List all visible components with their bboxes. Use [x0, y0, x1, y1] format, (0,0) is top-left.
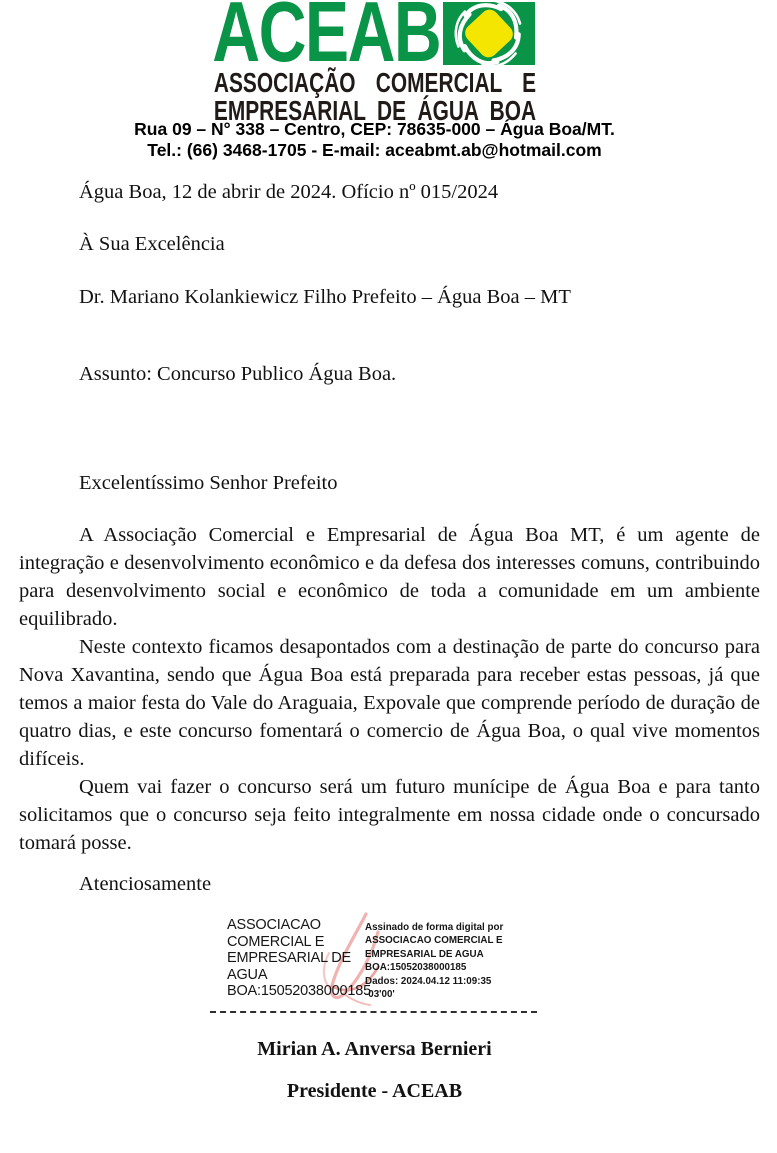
digital-signature-certificate [227, 917, 371, 1000]
signer-name: Mirian A. Anversa Bernieri [257, 1038, 492, 1060]
certificate-name-line: AGUA [227, 966, 268, 983]
stamp-line: BOA:15052038000185 [365, 962, 467, 974]
letter-paragraph: Quem vai fazer o concurso será um futuro munícipe de Água Boa e para tanto solicitamos que o concurso seja feito integralmente em nossa cidade onde o concursado tomará posse. [19, 776, 760, 854]
aceab-logo-text: ACEAB [212, 0, 440, 80]
closing-line: Atenciosamente [79, 873, 212, 895]
stamp-line: ASSOCIACAO COMERCIAL E [365, 935, 503, 947]
date-office-line: Água Boa, 12 de abrir de 2024. Ofício nº 015/2024 [79, 181, 499, 203]
greeting-line: Excelentíssimo Senhor Prefeito [79, 472, 338, 494]
certificate-name-line: EMPRESARIAL DE [227, 950, 351, 967]
signer-title: Presidente - ACEAB [286, 1080, 463, 1102]
aceab-pinwheel-icon [443, 2, 535, 65]
certificate-name-line: BOA:15052038000185 [227, 983, 371, 1000]
stamp-line: Assinado de forma digital por [365, 922, 504, 933]
contact-line: Tel.: (66) 3468-1705 - E-mail: aceabmt.ab@hotmail.com [147, 140, 602, 160]
address-line: Rua 09 – N° 338 – Centro, CEP: 78635-000 – Água Boa/MT. [134, 119, 615, 139]
stamp-line: EMPRESARIAL DE AGUA [365, 948, 484, 960]
letter-paragraph: A Associação Comercial e Empresarial de Água Boa MT, é um agente de integração e desenvolvimento econômico e da defesa dos interesses comuns, contribuindo para desenvolvimento social e econômico de toda a comunidade em um ambiente equilibrado. [19, 524, 760, 630]
subject-line: Assunto: Concurso Publico Água Boa. [79, 363, 397, 385]
salutation-line: À Sua Excelência [79, 233, 225, 255]
letter-paragraph: Neste contexto ficamos desapontados com a destinação de parte do concurso para Nova Xavantina, sendo que Água Boa está preparada para receber estas pessoas, já que temos a maior festa do Vale do Araguaia, Expovale que comprende período de duração de quatro dias, e este concurso fomentará o comercio de Água Boa, o qual vive momentos difíceis. [19, 636, 760, 770]
certificate-name-line: ASSOCIACAO [227, 917, 321, 933]
stamp-line: -03'00' [365, 989, 395, 1001]
org-name-line-1: ASSOCIAÇÃO COMERCIAL E [213, 67, 536, 98]
letter-body [19, 521, 760, 857]
stamp-line: Dados: 2024.04.12 11:09:35 [365, 975, 492, 987]
signature-dashed-line [210, 1011, 537, 1013]
recipient-line: Dr. Mariano Kolankiewicz Filho Prefeito – Água Boa – MT [79, 286, 571, 308]
digital-signature-stamp [365, 921, 503, 1001]
org-name-line-2: EMPRESARIAL DE ÁGUA BOA [213, 95, 536, 126]
certificate-name-line: COMERCIAL E [227, 933, 325, 950]
org-name-line-1-wrap [0, 69, 749, 96]
